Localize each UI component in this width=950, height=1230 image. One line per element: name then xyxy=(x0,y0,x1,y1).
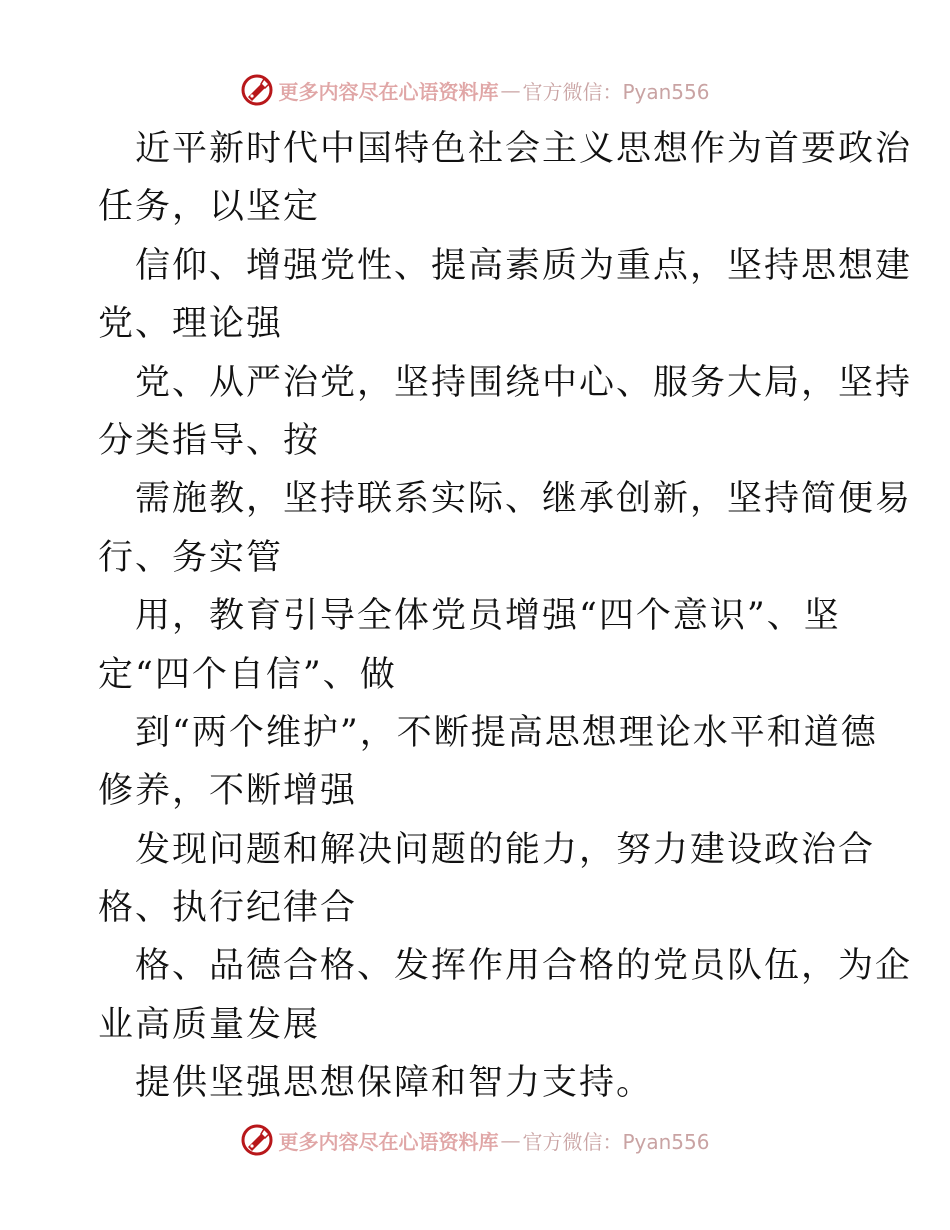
pen-logo-icon xyxy=(240,1123,274,1157)
text-line: 到“两个维护”，不断提高思想理论水平和道德 xyxy=(135,712,878,753)
text-line: 修养，不断增强 xyxy=(98,771,358,812)
text-line: 格、执行纪律合 xyxy=(98,888,358,929)
document-body xyxy=(98,120,913,1113)
pen-logo-icon xyxy=(240,73,274,107)
text-line: 任务，以坚定 xyxy=(98,187,321,228)
banner-separator: — xyxy=(500,78,521,102)
footer-banner xyxy=(0,1120,950,1160)
header-banner xyxy=(0,70,950,110)
text-line: 用，教育引导全体党员增强“四个意识”、坚 xyxy=(135,596,841,637)
text-line: 行、务实管 xyxy=(98,537,284,578)
text-line: 格、品德合格、发挥作用合格的党员队伍，为企 xyxy=(135,946,913,987)
banner-title: 更多内容尽在心语资料库 xyxy=(278,79,499,104)
text-line: 信仰、增强党性、提高素质为重点，坚持思想建 xyxy=(135,245,913,286)
text-line: 定“四个自信”、做 xyxy=(98,654,397,695)
text-line: 提供坚强思想保障和智力支持。 xyxy=(135,1063,654,1104)
text-line: 分类指导、按 xyxy=(98,420,321,461)
text-line: 党、从严治党，坚持围绕中心、服务大局，坚持 xyxy=(135,362,913,403)
banner-title: 更多内容尽在心语资料库 xyxy=(278,1129,499,1154)
banner-wechat: 官方微信：Pyan556 xyxy=(522,1129,710,1154)
banner-separator: — xyxy=(500,1128,521,1152)
banner-wechat: 官方微信：Pyan556 xyxy=(522,79,710,104)
text-line: 党、理论强 xyxy=(98,304,284,345)
text-line: 近平新时代中国特色社会主义思想作为首要政治 xyxy=(135,129,913,169)
text-line: 发现问题和解决问题的能力，努力建设政治合 xyxy=(135,829,876,870)
text-line: 业高质量发展 xyxy=(98,1004,321,1045)
text-line: 需施教，坚持联系实际、继承创新，坚持简便易 xyxy=(135,479,913,520)
